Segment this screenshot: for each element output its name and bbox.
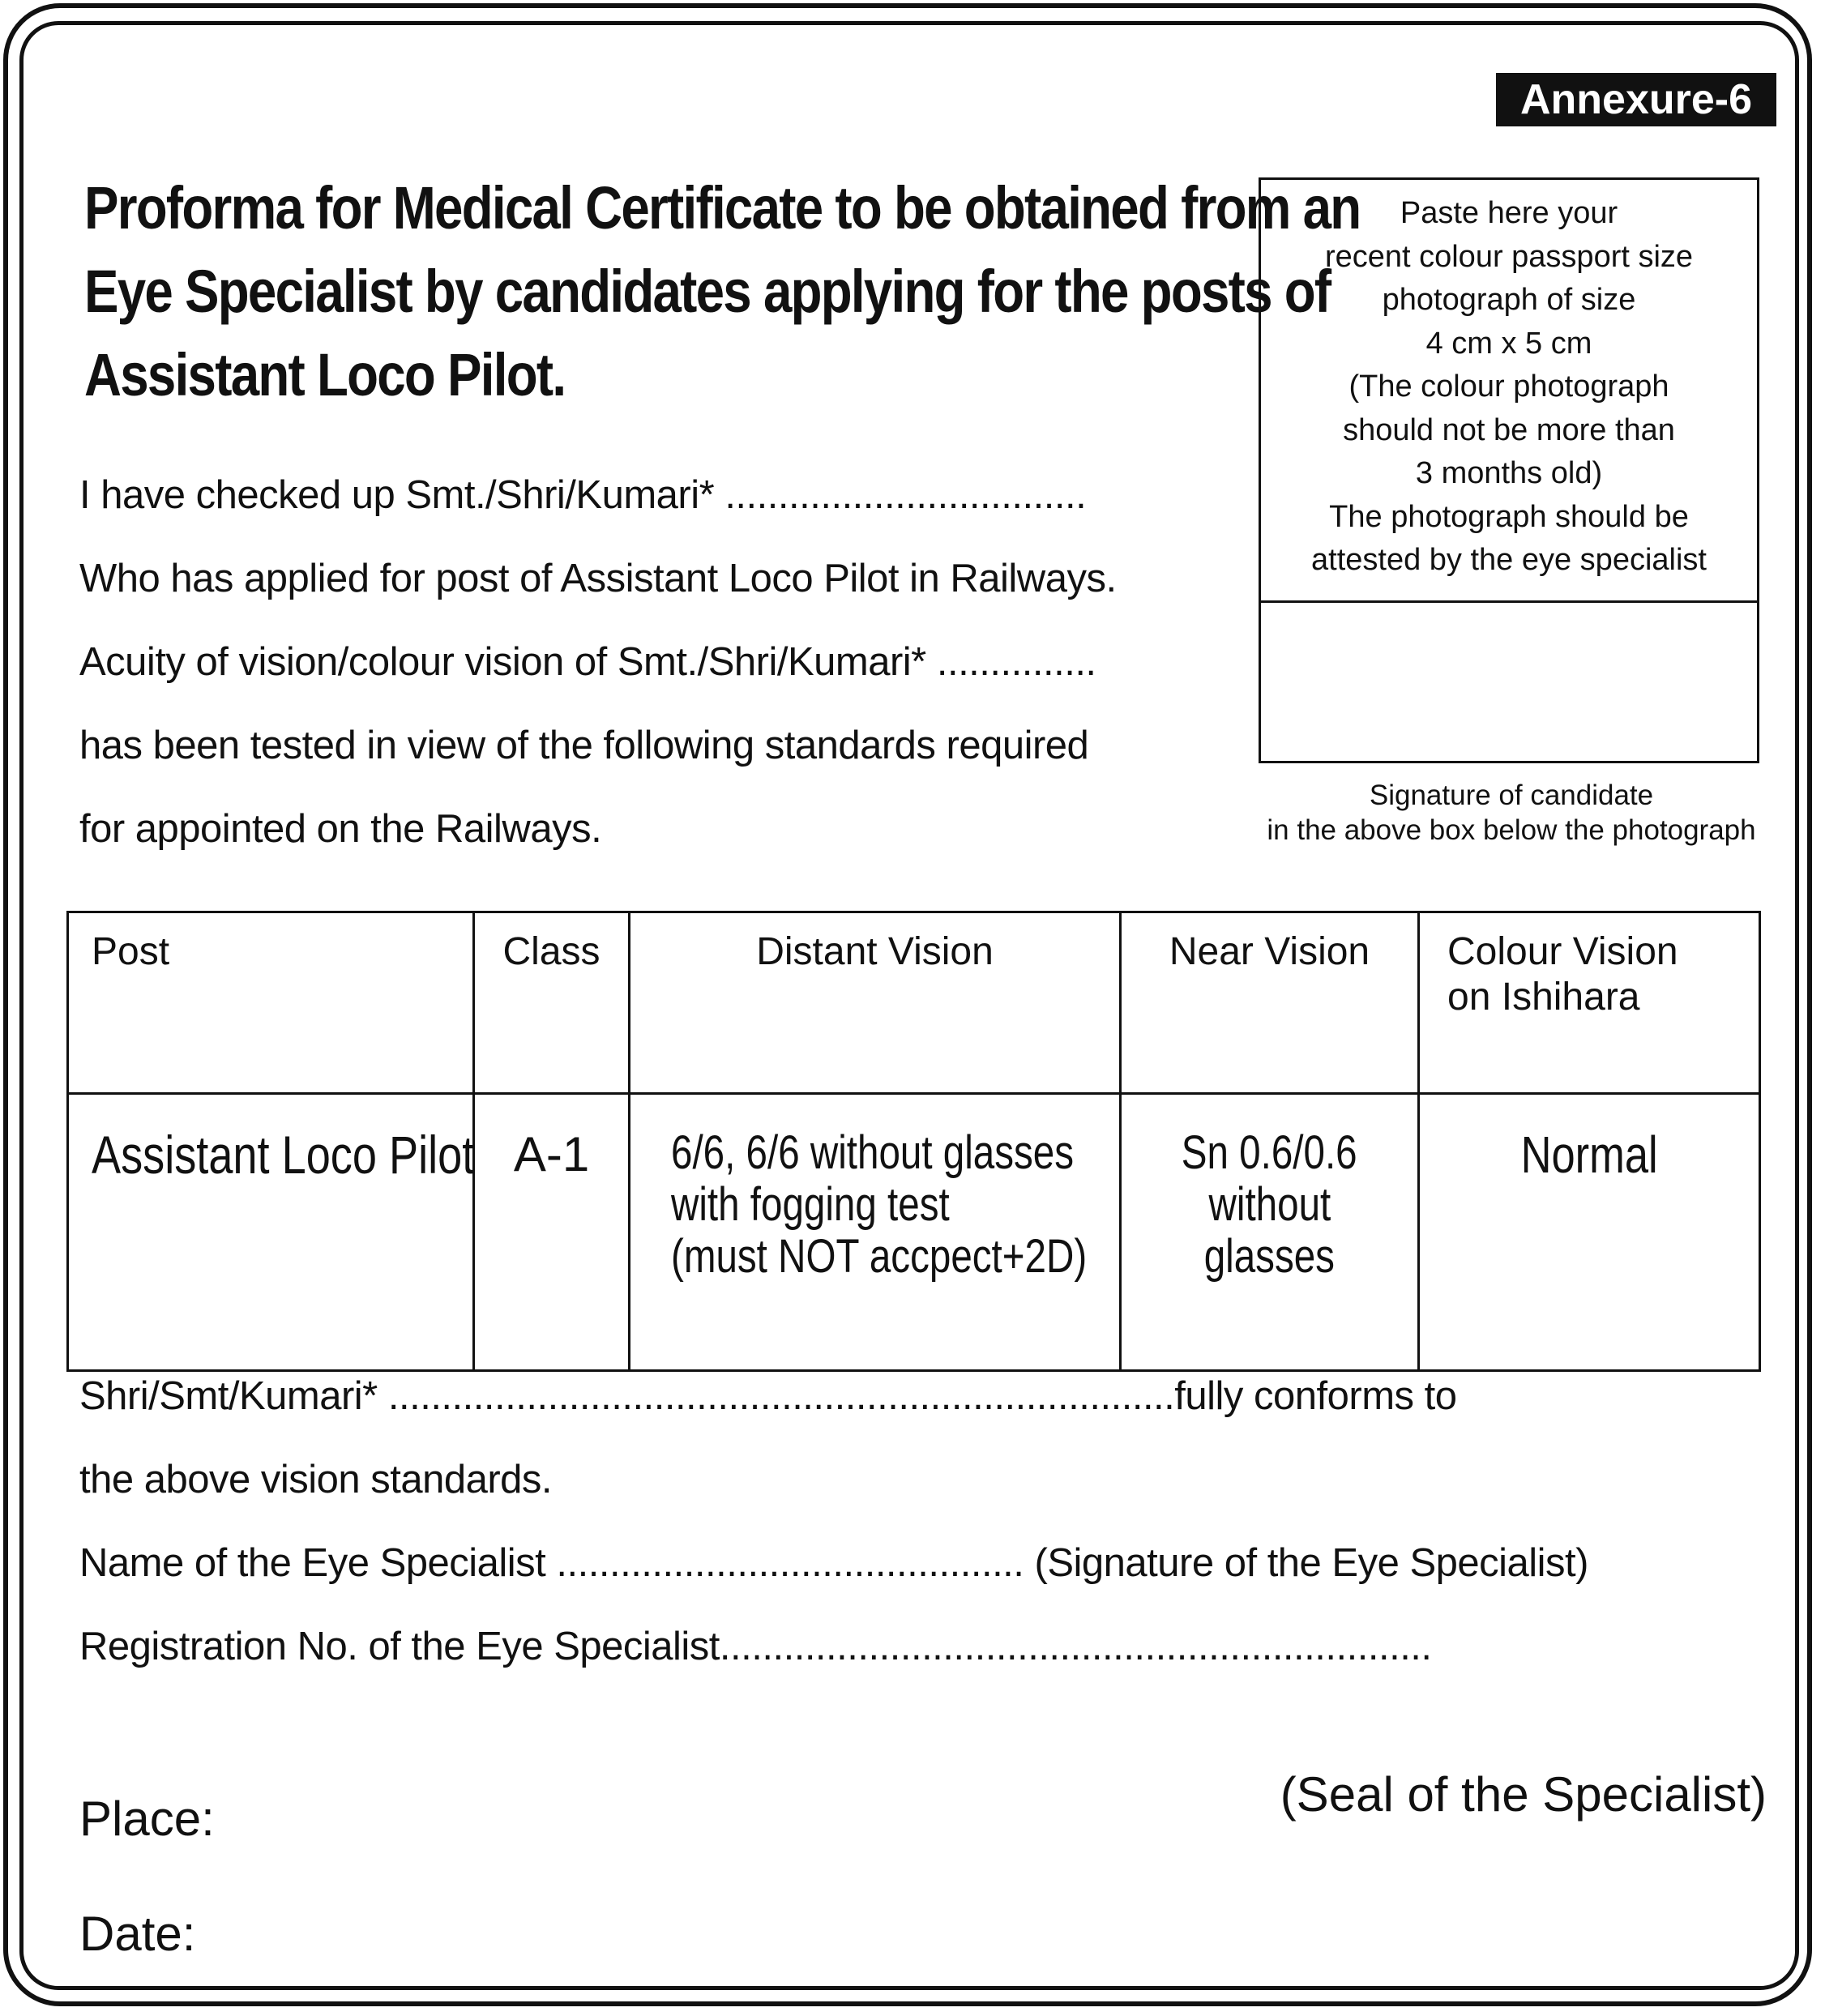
header-class: Class [474, 912, 630, 1094]
near-line: without [1208, 1178, 1331, 1231]
conformity-line: the above vision standards. [79, 1458, 553, 1501]
intro-line: has been tested in view of the following standards required [79, 724, 1089, 767]
seal-label: (Seal of the Specialist) [1280, 1767, 1767, 1822]
vision-standards-table [66, 911, 1761, 1372]
near-line: glasses [1203, 1230, 1336, 1283]
intro-line: Who has applied for post of Assistant Loco Pilot in Railways. [79, 557, 1117, 600]
date-label: Date: [79, 1907, 196, 1961]
annexure-badge: Annexure-6 [1496, 73, 1776, 126]
photo-instruction-line: The photograph should be [1329, 499, 1689, 534]
colour-value: Normal [1520, 1125, 1658, 1184]
header-distant-vision: Distant Vision [630, 912, 1121, 1094]
conformity-section [79, 1355, 1773, 1689]
header-near-vision: Near Vision [1121, 912, 1419, 1094]
header-colour-line: on Ishihara [1447, 976, 1640, 1019]
photo-instruction-line: photograph of size [1382, 283, 1636, 317]
cell-post [68, 1094, 474, 1371]
signature-caption-line: Signature of candidate [1369, 779, 1654, 811]
post-value: Assistant Loco Pilot [92, 1125, 475, 1185]
table-row [68, 1094, 1760, 1371]
intro-line: I have checked up Smt./Shri/Kumari* .................................. [79, 473, 1087, 517]
title-line: Eye Specialist by candidates applying for the posts of [84, 258, 1331, 325]
photo-instruction-line: 4 cm x 5 cm [1425, 326, 1592, 361]
photo-instruction-line: attested by the eye specialist [1311, 543, 1707, 577]
photo-instructions [1261, 180, 1757, 603]
photo-instruction-line: Paste here your [1400, 196, 1618, 230]
intro-line: Acuity of vision/colour vision of Smt./Shri/Kumari* ............... [79, 640, 1096, 684]
title-line: Assistant Loco Pilot. [84, 341, 566, 408]
cell-colour-vision [1419, 1094, 1760, 1371]
intro-paragraph [79, 454, 1230, 871]
intro-line: for appointed on the Railways. [79, 807, 602, 851]
class-value: A-1 [513, 1127, 590, 1181]
candidate-signature-area[interactable] [1261, 603, 1757, 761]
header-post: Post [68, 912, 474, 1094]
distant-line: (must NOT accpect+2D) [671, 1230, 1088, 1283]
conformity-line: Shri/Smt/Kumari* ..........................................................................fully conforms to [79, 1374, 1457, 1418]
form-title [84, 166, 1361, 416]
cell-near-vision [1121, 1094, 1419, 1371]
signature-caption-line: in the above box below the photograph [1267, 814, 1756, 846]
header-colour-vision [1419, 912, 1760, 1094]
header-colour-line: Colour Vision [1447, 930, 1678, 973]
near-line: Sn 0.6/0.6 [1182, 1126, 1357, 1179]
distant-line: with fogging test [671, 1178, 950, 1231]
title-line: Proforma for Medical Certificate to be obtained from an [84, 174, 1361, 241]
photo-instruction-line: should not be more than [1343, 412, 1675, 447]
photo-instruction-line: recent colour passport size [1324, 239, 1694, 274]
distant-line: 6/6, 6/6 without glasses [671, 1126, 1075, 1179]
specialist-name-line: Name of the Eye Specialist ............................................ (Signature of the Eye Specialist) [79, 1541, 1588, 1585]
table-header-row [68, 912, 1760, 1094]
signature-caption [1232, 778, 1791, 848]
place-label: Place: [79, 1792, 215, 1846]
cell-distant-vision [630, 1094, 1121, 1371]
photo-instruction-line: 3 months old) [1415, 456, 1603, 490]
registration-line: Registration No. of the Eye Specialist................................................................... [79, 1625, 1432, 1668]
photo-instruction-line: (The colour photograph [1348, 369, 1669, 404]
photo-box[interactable] [1259, 177, 1759, 763]
